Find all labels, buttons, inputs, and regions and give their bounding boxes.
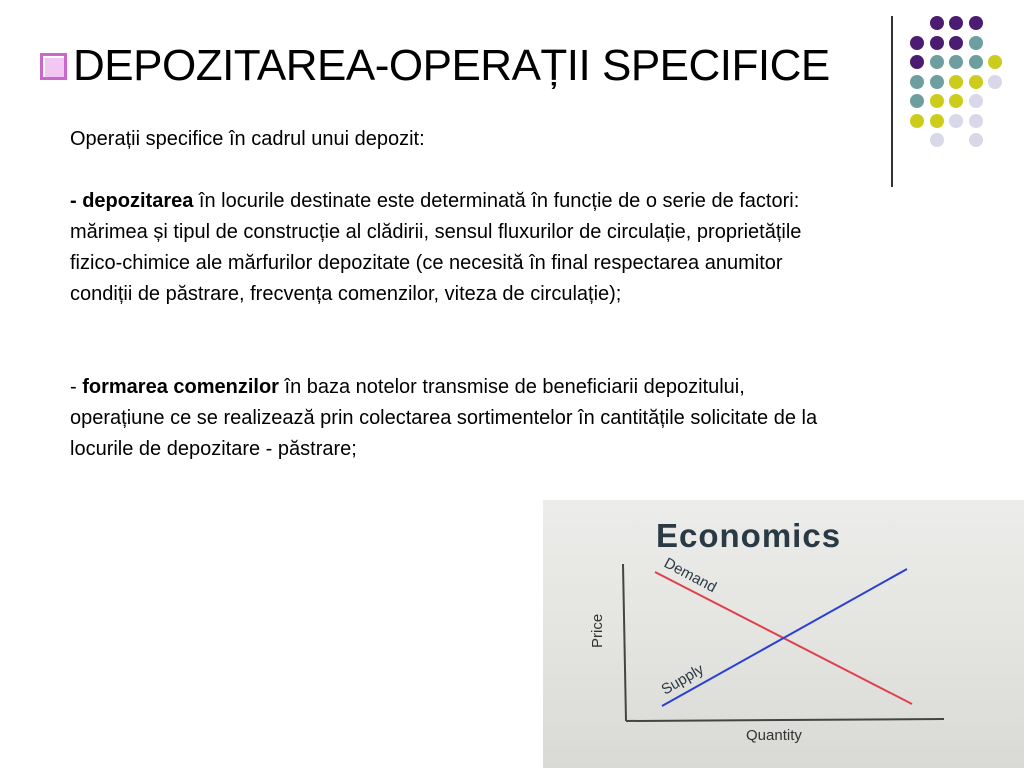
decorative-dot [930, 133, 944, 147]
decorative-dot [988, 55, 1002, 69]
price-axis-label: Price [589, 613, 606, 648]
x-axis [626, 719, 944, 721]
y-axis [623, 564, 626, 721]
decorative-dot [949, 75, 963, 89]
decorative-dot [949, 16, 963, 30]
list-item-depozitarea [70, 186, 840, 310]
list-item-formarea-comenzilor [70, 372, 840, 465]
decorative-dot [969, 94, 983, 108]
slide-title: DEPOZITAREA-OPERAȚII SPECIFICE [73, 41, 830, 90]
decorative-dot [949, 55, 963, 69]
supply-curve [662, 569, 907, 706]
decorative-dot [969, 75, 983, 89]
supply-demand-illustration [543, 500, 1024, 768]
decorative-dot [988, 75, 1002, 89]
decorative-dot [930, 114, 944, 128]
decorative-dot [930, 75, 944, 89]
item-keyword: depozitarea [82, 190, 194, 212]
slide-body [70, 124, 840, 465]
decorative-dot [930, 94, 944, 108]
decorative-dot [930, 55, 944, 69]
supply-label: Supply [658, 660, 707, 699]
decorative-dot [910, 94, 924, 108]
slide-title-row [40, 38, 830, 94]
decorative-dot [910, 36, 924, 50]
decorative-dot [910, 55, 924, 69]
demand-label: Demand [661, 554, 720, 597]
item-keyword: formarea comenzilor [82, 376, 279, 398]
decorative-divider [891, 16, 893, 187]
square-bullet-icon [40, 53, 67, 80]
economics-heading: Economics [656, 517, 842, 554]
decorative-dot [910, 114, 924, 128]
decorative-dot [969, 16, 983, 30]
intro-text: Operații specifice în cadrul unui depozit: [70, 128, 425, 150]
quantity-axis-label: Quantity [746, 727, 802, 744]
decorative-dot [949, 114, 963, 128]
decorative-dot [969, 133, 983, 147]
decorative-dot [930, 16, 944, 30]
item-dash: - [70, 190, 83, 212]
decorative-dot [910, 75, 924, 89]
decorative-dot [969, 114, 983, 128]
decorative-dot [969, 36, 983, 50]
decorative-dot [930, 36, 944, 50]
decorative-dot [949, 36, 963, 50]
item-description: în locurile destinate este determinată în funcție de o serie de factori: mărimea și tipul de construcție al clădirii, sensul fluxurilor de circulație, proprietățile fizico-chimice ale mărfurilor depozitate (ce necesită în final respectarea anumitor condiții de păstrare, frecvența comenzilor, viteza de circulație); [70, 190, 802, 305]
economics-photo [543, 500, 1024, 768]
item-description: în baza notelor transmise de beneficiarii depozitului, operațiune ce se realizează prin colectarea sortimentelor în cantitățile solicitate de la locurile de depozitare - păstrare; [70, 376, 818, 460]
decorative-dot [969, 55, 983, 69]
item-dash: - [70, 376, 83, 398]
decorative-dot [949, 94, 963, 108]
